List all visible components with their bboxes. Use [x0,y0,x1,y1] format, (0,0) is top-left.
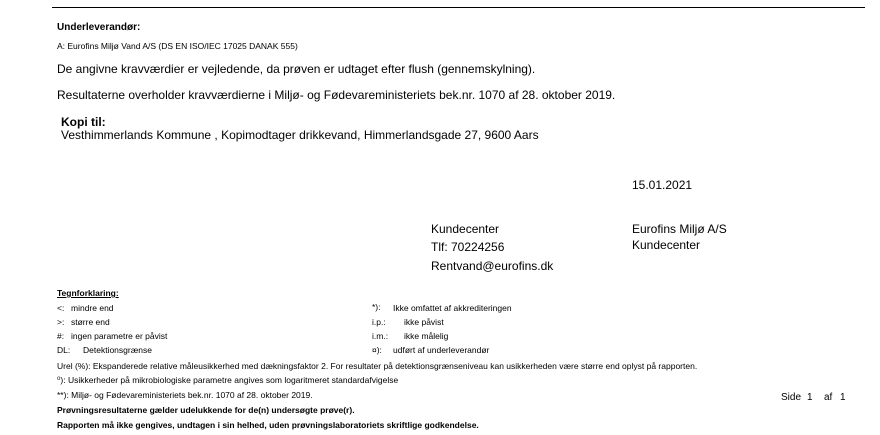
legend-symbol: *): [372,302,381,312]
footer-reproduction: Rapporten må ikke gengives, undtagen i sin helhed, uden prøvningslaboratoriets skriftlige godkendelse. [57,420,479,430]
top-rule [52,7,865,8]
legend-text: mindre end [71,303,114,313]
legend-text: ingen parametre er påvist [71,331,168,341]
footer-urel: Urel (%): Ekspanderede relative måleusikkerhed med dækningsfaktor 2. For resultater på detektionsgrænseniveau kan usikkerheden være større end oplyst på rapporten. [57,361,698,371]
copy-heading: Kopi til: [61,115,106,129]
legend-text: ikke påvist [404,317,444,327]
company-dept: Kundecenter [632,238,701,252]
footer-validity: Prøvningsresultaterne gælder udelukkende for de(n) undersøgte prøve(r). [57,405,355,415]
contact-name: Kundecenter [431,222,500,236]
legend-title: Tegnforklaring: [57,288,119,298]
legend-symbol: <: [57,303,65,313]
contact-email: Rentvand@eurofins.dk [431,259,554,273]
legend-symbol: i.p.: [372,317,386,327]
report-date: 15.01.2021 [632,178,693,192]
legend-symbol: i.m.: [372,331,389,341]
page-total: 1 [840,392,846,403]
footer-bek: **): Miljø- og Fødevareministeriets bek.nr. 1070 af 28. oktober 2019. [57,390,313,400]
page-of: af [824,392,833,403]
legend-symbol: ¤): [372,345,382,355]
legend-text: Detektionsgrænse [83,345,152,355]
legend-text: udført af underleverandør [393,345,490,355]
footer-microbiology: ⁰): Usikkerheder på mikrobiologiske parametre angives som logaritmeret standardafvigelse [57,375,399,385]
copy-recipient: Vesthimmerlands Kommune , Kopimodtager drikkevand, Himmerlandsgade 27, 9600 Aars [61,128,539,142]
page-label: Side [781,392,802,403]
legend-symbol: #: [57,331,65,341]
contact-phone: Tlf: 70224256 [431,240,505,254]
legend-text: Ikke omfattet af akkrediteringen [393,303,512,313]
subcontractor-heading: Underleverandør: [57,22,141,33]
note-compliance: Resultaterne overholder kravværdierne i Miljø- og Fødevareministeriets bek.nr. 1070 af 28. oktober 2019. [57,88,616,102]
legend-symbol: DL: [57,345,71,355]
legend-symbol: >: [57,317,65,327]
page-current: 1 [807,392,813,403]
company-name: Eurofins Miljø A/S [632,222,727,236]
legend-text: større end [71,317,110,327]
note-flush: De angivne kravværdier er vejledende, da prøven er udtaget efter flush (gennemskylning). [57,62,536,76]
subcontractor-line: A: Eurofins Miljø Vand A/S (DS EN ISO/IEC 17025 DANAK 555) [57,41,298,51]
legend-text: ikke målelig [404,331,449,341]
